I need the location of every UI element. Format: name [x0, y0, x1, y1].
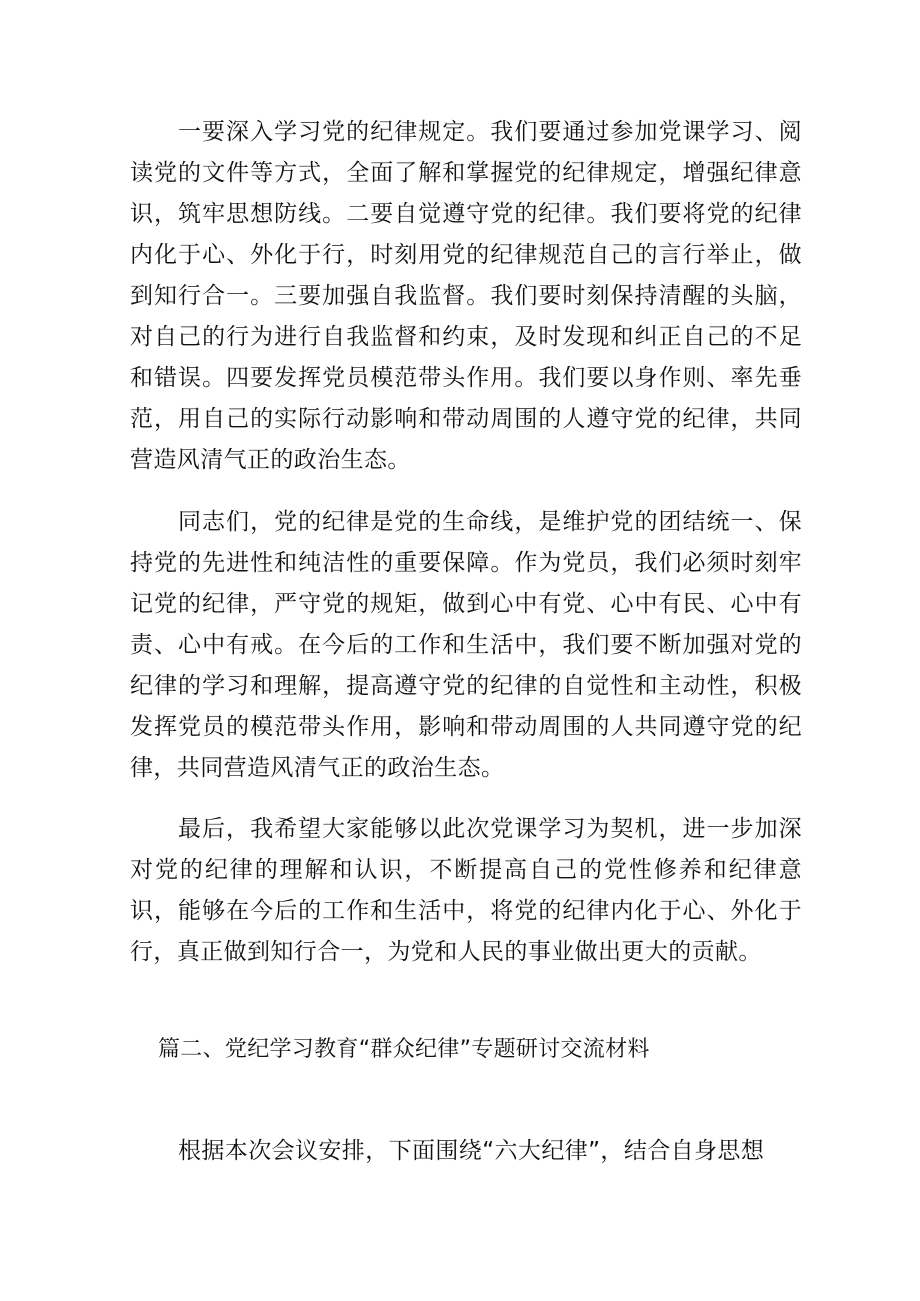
section-heading: 篇二、党纪学习教育“群众纪律”专题研讨交流材料 [158, 1037, 650, 1062]
body-paragraph-3: 最后，我希望大家能够以此次党课学习为契机，进一步加深对党的纪律的理解和认识，不断提高自己的党性修养和纪律意识，能够在今后的工作和生活中，将党的纪律内化于心、外化于行，真正做到知行合一，为党和人民的事业做出更大的贡献。 [130, 816, 802, 965]
body-paragraph-1: 一要深入学习党的纪律规定。我们要通过参加党课学习、阅读党的文件等方式，全面了解和掌握党的纪律规定，增强纪律意识，筑牢思想防线。二要自觉遵守党的纪律。我们要将党的纪律内化于心、外化于行，时刻用党的纪律规范自己的言行举止，做到知行合一。三要加强自我监督。我们要时刻保持清醒的头脑，对自己的行为进行自我监督和约束，及时发现和纠正自己的不足和错误。四要发挥党员模范带头作用。我们要以身作则、率先垂范，用自己的实际行动影响和带动周围的人遵守党的纪律，共同营造风清气正的政治生态。 [130, 119, 802, 473]
closing-paragraph: 根据本次会议安排，下面围绕“六大纪律”，结合自身思想 [178, 1138, 765, 1164]
body-paragraph-2: 同志们，党的纪律是党的生命线，是维护党的团结统一、保持党的先进性和纯洁性的重要保障。作为党员，我们必须时刻牢记党的纪律，严守党的规矩，做到心中有党、心中有民、心中有责、心中有戒。在今后的工作和生活中，我们要不断加强对党的纪律的学习和理解，提高遵守党的纪律的自觉性和主动性，积极发挥党员的模范带头作用，影响和带动周围的人共同遵守党的纪律，共同营造风清气正的政治生态。 [130, 509, 802, 781]
